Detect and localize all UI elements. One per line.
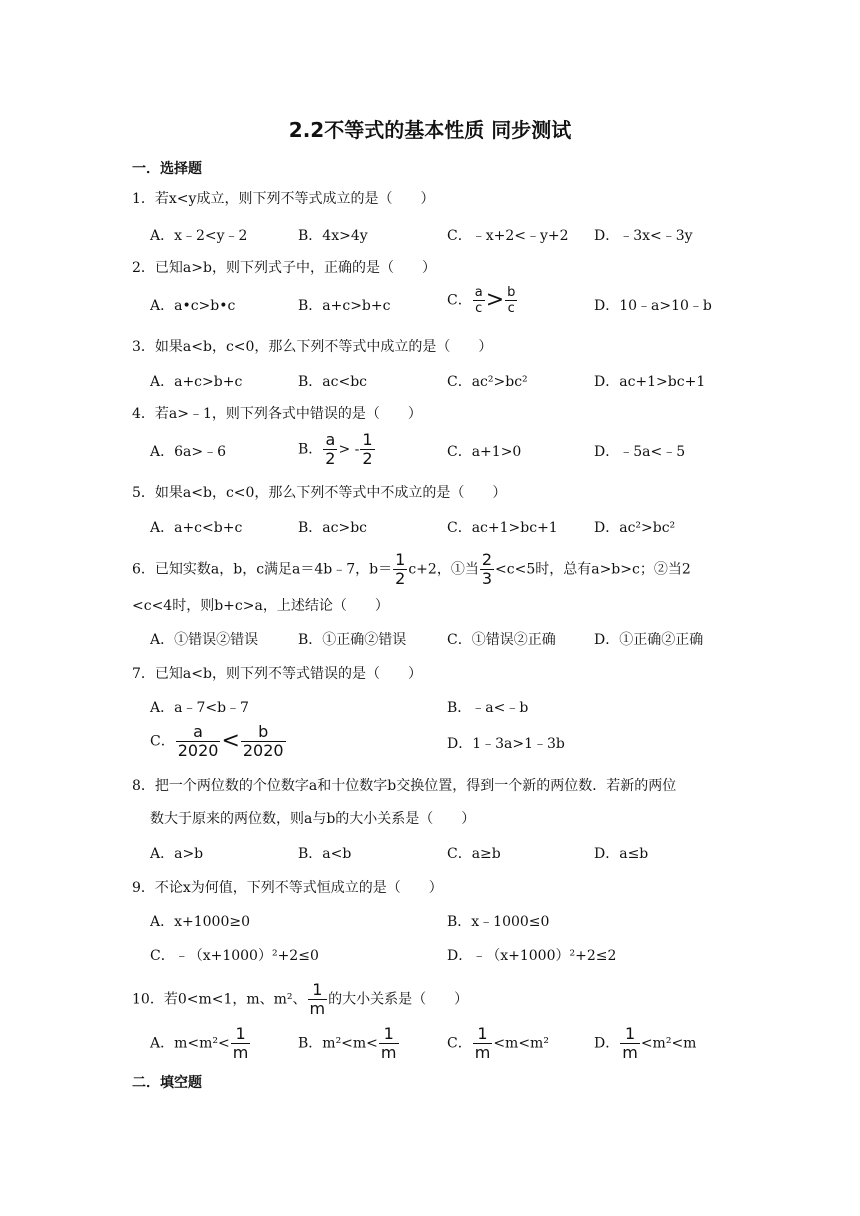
option-suffix: <m<m² [493,1035,549,1052]
question-5-option-b: B．ac>bc [298,520,368,536]
numerator: 1 [362,430,373,449]
denominator: c [507,301,515,316]
option-prefix: A．m<m²< [150,1035,230,1052]
fraction [393,552,407,587]
denominator: m [232,1043,249,1062]
question-4-stem: 4．若a>﹣1，则下列各式中错误的是（ ） [132,406,422,422]
numerator: 1 [395,550,406,569]
fraction [176,724,221,759]
question-7-option-a: A．a﹣7<b﹣7 [150,700,249,716]
option-prefix: C． [447,1035,472,1052]
question-8-option-c: C．a≥b [447,846,501,862]
question-7-stem: 7．已知a<b，则下列不等式错误的是（ ） [132,666,422,682]
denominator: 3 [481,569,493,588]
option-suffix: <m²<m [640,1035,697,1052]
question-9-option-d: D．﹣（x+1000）²+2≤2 [447,948,617,964]
question-1-option-d: D．﹣3x<﹣3y [594,228,693,244]
option-prefix: C． [150,733,175,750]
question-7-option-d: D．1﹣3a>1﹣3b [447,736,565,752]
question-9-option-a: A．x+1000≥0 [150,914,251,930]
fraction [473,1026,493,1061]
option-prefix: B．m²<m< [298,1035,378,1052]
numerator: 1 [308,982,328,1000]
question-6-option-c: C．①错误②正确 [447,632,556,648]
question-3-option-d: D．ac+1>bc+1 [594,374,706,390]
numerator: 1 [473,1026,493,1044]
question-1-option-a: A．x﹣2<y﹣2 [150,228,248,244]
question-3-option-b: B．ac<bc [298,374,368,390]
fraction [231,1026,251,1061]
question-4-option-b [298,432,376,467]
question-2-option-b: B．a+c>b+c [298,298,391,314]
question-6-option-a: A．①错误②错误 [150,632,259,648]
question-10-option-b [298,1026,400,1061]
question-8-option-b: B．a<b [298,846,352,862]
question-1-stem: 1．若x<y成立，则下列不等式成立的是（ ） [132,191,435,207]
question-4-option-d: D．﹣5a<﹣5 [594,444,686,460]
numerator: 1 [620,1026,640,1044]
option-prefix: B． [298,441,323,458]
fraction [473,286,485,315]
fraction [308,982,328,1017]
denominator: c [475,301,483,316]
question-8-stem: 8．把一个两位数的个位数字a和十位数字b交换位置，得到一个新的两位数．若新的两位 [132,778,677,794]
numerator: a [176,724,221,742]
fraction [379,1026,399,1061]
question-1-option-b: B．4x>4y [298,228,368,244]
denominator: m [309,999,326,1018]
question-3-stem: 3．如果a<b，c<0，那么下列不等式中成立的是（ ） [132,339,493,355]
numerator: 1 [379,1026,399,1044]
question-2-option-d: D．10﹣a>10﹣b [594,298,712,314]
question-8-option-d: D．a≤b [594,846,649,862]
question-9-option-c: C．﹣（x+1000）²+2≤0 [150,948,319,964]
fraction [241,724,286,759]
denominator: m [380,1043,397,1062]
question-7-option-c [150,724,287,759]
stem-part: <c<5时，总有a>b>c；②当2 [495,561,691,578]
question-5-stem: 5．如果a<b，c<0，那么下列不等式中不成立的是（ ） [132,485,507,501]
fraction [480,552,494,587]
stem-part: c+2，①当 [408,561,479,578]
question-4-option-c: C．a+1>0 [447,444,522,460]
question-10-option-d [594,1026,696,1061]
numerator: b [507,285,516,300]
question-7-option-b: B．﹣a<﹣b [447,700,529,716]
question-5-option-a: A．a+c<b+c [150,520,243,536]
question-4-option-a: A．6a>﹣6 [150,444,227,460]
question-9-option-b: B．x﹣1000≤0 [447,914,550,930]
question-6-option-b: B．①正确②错误 [298,632,407,648]
fraction [323,432,337,467]
stem-part: 10．若0<m<1，m、m²、 [132,991,307,1008]
denominator: m [474,1043,491,1062]
question-3-option-a: A．a+c>b+c [150,374,243,390]
question-1-option-c: C．﹣x+2<﹣y+2 [447,228,569,244]
section-fill-in: 二．填空题 [132,1075,202,1091]
denominator: 2020 [177,741,219,760]
numerator: 2 [481,550,493,569]
question-5-option-d: D．ac²>bc² [594,520,676,536]
question-2-option-a: A．a•c>b•c [150,298,236,314]
question-2-stem: 2．已知a>b，则下列式子中，正确的是（ ） [132,260,436,276]
numerator: b [241,724,286,742]
fraction [505,286,517,315]
question-3-option-c: C．ac²>bc² [447,374,528,390]
fraction [620,1026,640,1061]
operator: > - [338,441,360,458]
stem-part: 的大小关系是（ ） [328,991,469,1008]
fraction [360,432,374,467]
option-prefix: C． [447,292,472,309]
question-10-stem [132,982,468,1017]
stem-part: 6．已知实数a，b，c满足a＝4b﹣7，b＝ [132,561,393,578]
section-choice: 一．选择题 [132,161,202,177]
question-2-option-c [447,286,518,315]
denominator: m [622,1043,638,1062]
question-10-option-a [150,1026,251,1061]
denominator: 2 [395,569,406,588]
question-5-option-c: C．ac+1>bc+1 [447,520,558,536]
numerator: a [323,432,337,450]
question-8-option-a: A．a>b [150,846,204,862]
greater-than-sign: > [485,287,505,313]
question-6-option-d: D．①正确②正确 [594,632,704,648]
less-than-sign: < [221,728,240,754]
option-prefix: D． [594,1035,620,1052]
page-title: 2.2不等式的基本性质 同步测试 [288,118,572,142]
numerator: 1 [231,1026,251,1044]
numerator: a [474,285,483,300]
denominator: 2020 [242,741,284,760]
question-9-stem: 9．不论x为何值，下列不等式恒成立的是（ ） [132,880,443,896]
question-6-stem-line2: <c<4时，则b+c>a，上述结论（ ） [132,598,389,614]
question-6-stem [132,552,691,587]
denominator: 2 [325,449,336,468]
denominator: 2 [362,449,373,468]
question-10-option-c [447,1026,549,1061]
question-8-stem-line2: 数大于原来的两位数，则a与b的大小关系是（ ） [150,811,476,827]
